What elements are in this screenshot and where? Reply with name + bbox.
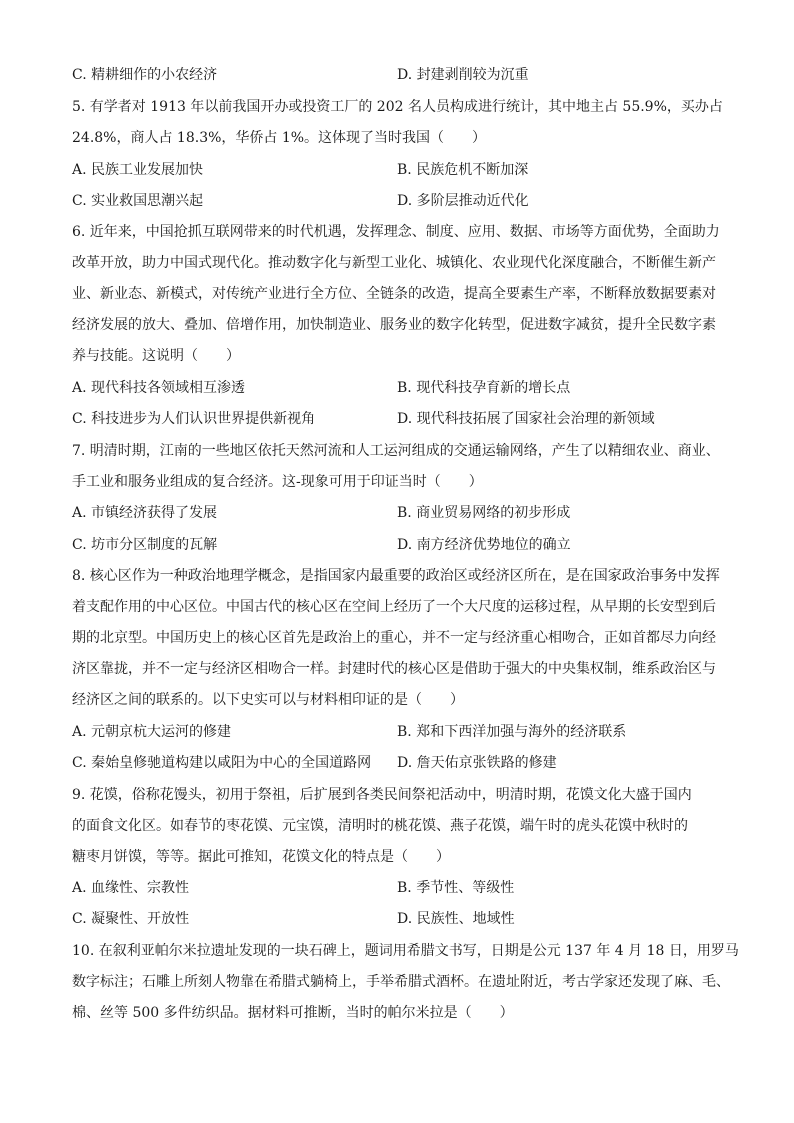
q9-option-c: C. 凝聚性、开放性 (72, 911, 190, 927)
q6-stem-line: 业、新业态、新模式，对传统产业进行全方位、全链条的改造，提高全要素生产率，不断释放数据要素对 (72, 286, 716, 302)
q4-option-c: C. 精耕细作的小农经济 (72, 67, 218, 83)
q8-stem-line: 济区靠拢，并不一定与经济区相吻合一样。封建时代的核心区是借助于强大的中央集权制，维系政治区与 (72, 661, 716, 677)
q9-stem-line: 的面食文化区。如春节的枣花馍、元宝馍，清明时的桃花馍、燕子花馍，端午时的虎头花馍中秋时的 (72, 818, 688, 834)
q6-stem-line: 6. 近年来，中国抢抓互联网带来的时代机遇，发挥理念、制度、应用、数据、市场等方面优势，全面助力 (72, 224, 720, 240)
q8-stem-line: 着支配作用的中心区位。中国古代的核心区在空间上经历了一个大尺度的运移过程，从早期的长安型到后 (72, 599, 716, 615)
q9-stem-line: 糖枣月饼馍，等等。据此可推知，花馍文化的特点是（ ） (72, 849, 450, 865)
q7-stem-line: 7. 明清时期，江南的一些地区依托天然河流和人工运河组成的交通运输网络，产生了以精细农业、商业、 (72, 443, 720, 459)
q5-option-a: A. 民族工业发展加快 (72, 162, 204, 178)
q7-option-b: B. 商业贸易网络的初步形成 (397, 505, 571, 521)
q10-stem-line: 棉、丝等 500 多件纺织品。据材料可推断，当时的帕尔米拉是（ ） (72, 1005, 514, 1021)
q7-option-a: A. 市镇经济获得了发展 (72, 505, 218, 521)
q7-option-d: D. 南方经济优势地位的确立 (397, 537, 571, 553)
q5-stem-line: 24.8%，商人占 18.3%，华侨占 1%。这体现了当时我国（ ） (72, 130, 487, 146)
q8-option-b: B. 郑和下西洋加强与海外的经济联系 (397, 724, 627, 740)
q5-option-c: C. 实业救国思潮兴起 (72, 193, 204, 209)
q9-option-d: D. 民族性、地域性 (397, 911, 515, 927)
q9-stem-line: 9. 花馍，俗称花馒头，初用于祭祖，后扩展到各类民间祭祀活动中，明清时期，花馍文化大盛于国内 (72, 787, 692, 803)
q10-stem-line: 10. 在叙利亚帕尔米拉遗址发现的一块石碑上，题词用希腊文书写，日期是公元 137 年 4 月 18 日，用罗马 (72, 943, 739, 959)
q6-option-d: D. 现代科技拓展了国家社会治理的新领域 (397, 411, 655, 427)
q6-stem-line: 经济发展的放大、叠加、倍增作用，加快制造业、服务业的数字化转型，促进数字减贫，提升全民数字素 (72, 317, 716, 333)
q6-option-c: C. 科技进步为人们认识世界提供新视角 (72, 411, 316, 427)
q4-option-d: D. 封建剥削较为沉重 (397, 67, 529, 83)
q5-stem-line: 5. 有学者对 1913 年以前我国开办或投资工厂的 202 名人员构成进行统计，其中地主占 55.9%，买办占 (72, 99, 723, 115)
q9-option-a: A. 血缘性、宗教性 (72, 880, 190, 896)
q8-option-a: A. 元朝京杭大运河的修建 (72, 724, 232, 740)
q7-stem-line: 手工业和服务业组成的复合经济。这-现象可用于印证当时（ ） (72, 474, 483, 490)
q8-stem-line: 8. 核心区作为一种政治地理学概念，是指国家内最重要的政治区或经济区所在，是在国家政治事务中发挥 (72, 568, 720, 584)
q6-option-a: A. 现代科技各领域相互渗透 (72, 380, 246, 396)
q8-stem-line: 经济区之间的联系的。以下史实可以与材料相印证的是（ ） (72, 692, 464, 708)
q8-option-c: C. 秦始皇修驰道构建以咸阳为中心的全国道路网 (72, 755, 372, 771)
q6-stem-line: 养与技能。这说明（ ） (72, 348, 240, 364)
q10-stem-line: 数字标注；石雕上所刻人物靠在希腊式躺椅上，手举希腊式酒杯。在遗址附近，考古学家还发现了麻、毛、 (72, 974, 730, 990)
q8-option-d: D. 詹天佑京张铁路的修建 (397, 755, 557, 771)
q5-option-d: D. 多阶层推动近代化 (397, 193, 529, 209)
q5-option-b: B. 民族危机不断加深 (397, 162, 529, 178)
q6-option-b: B. 现代科技孕育新的增长点 (397, 380, 571, 396)
q6-stem-line: 改革开放，助力中国式现代化。推动数字化与新型工业化、城镇化、农业现代化深度融合，不断催生新产 (72, 255, 716, 271)
q7-option-c: C. 坊市分区制度的瓦解 (72, 537, 218, 553)
q9-option-b: B. 季节性、等级性 (397, 880, 515, 896)
q8-stem-line: 期的北京型。中国历史上的核心区首先是政治上的重心，并不一定与经济重心相吻合，正如首都尽力向经 (72, 630, 716, 646)
